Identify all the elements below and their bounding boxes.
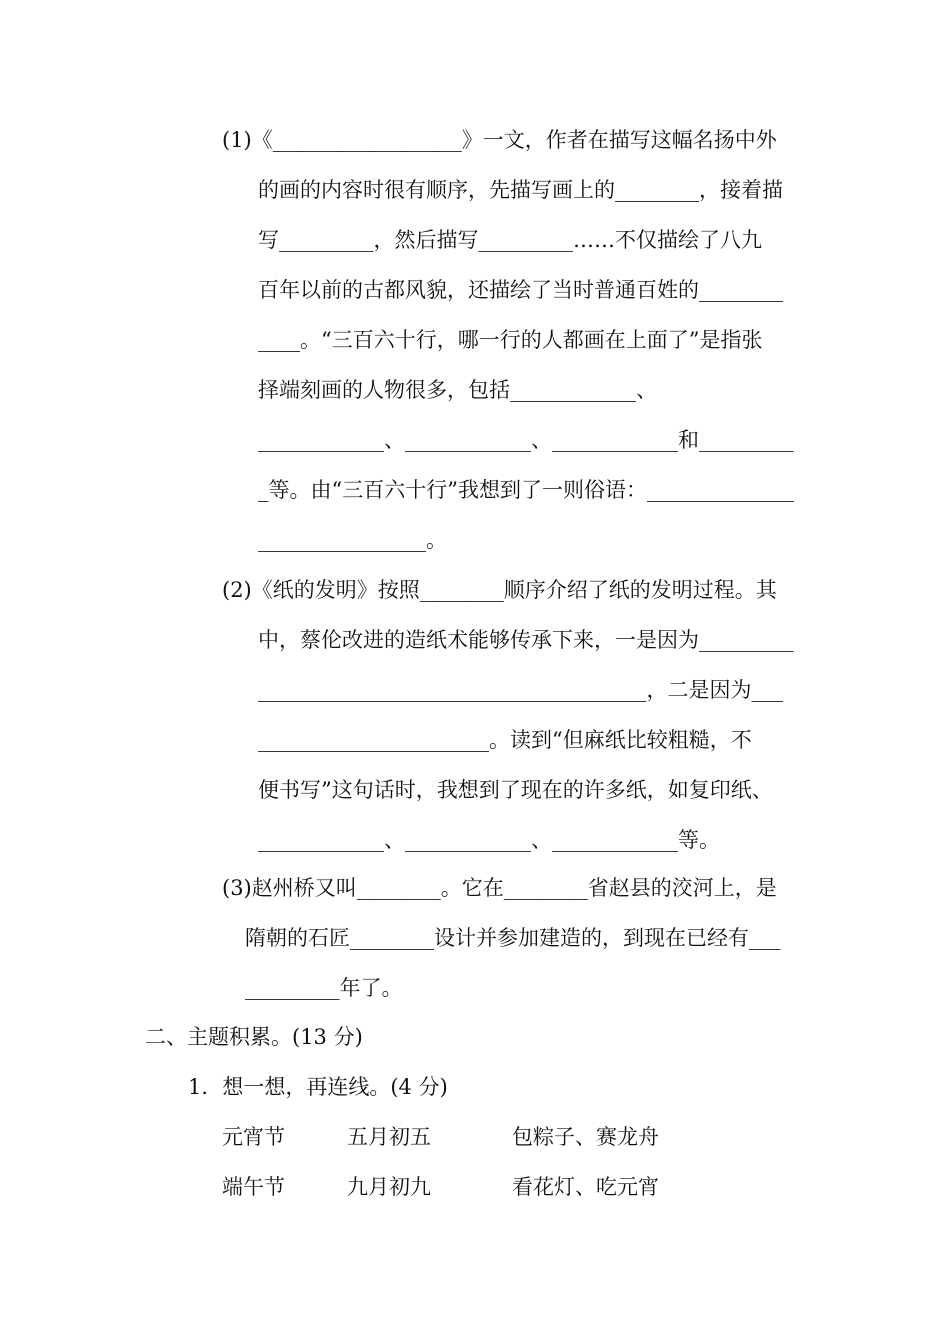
custom-item: 包粽子、赛龙舟 [512,1125,659,1149]
q2-line: 中，蔡伦改进的造纸术能够传承下来，一是因为_________ [258,628,794,652]
custom-item: 看花灯、吃元宵 [512,1175,659,1199]
q2-line: _____________________________________，二是因为___ [258,678,783,702]
question-title: 1．想一想，再连线。(4 分) [188,1075,448,1099]
q1-line: _等。由“三百六十行”我想到了一则俗语：______________ [258,478,794,502]
q2-line: 便书写”这句话时，我想到了现在的许多纸，如复印纸、 [258,778,773,802]
section-heading: 二、主题积累。(13 分) [145,1025,363,1049]
date-item: 五月初五 [347,1125,431,1149]
q1-line: ____________、____________、____________和_________ [258,428,794,452]
q1-line: 百年以前的古都风貌，还描绘了当时普通百姓的________ [258,278,783,302]
q2-line: ____________、____________、____________等。 [258,828,720,852]
q2-line: (2)《纸的发明》按照________顺序介绍了纸的发明过程。其 [222,578,777,602]
q1-line: ________________。 [258,528,447,552]
q1-line: 的画的内容时很有顺序，先描写画上的________，接着描 [258,178,783,202]
q1-line: (1)《__________________》一文，作者在描写这幅名扬中外 [222,128,777,152]
q2-line: ______________________。读到“但麻纸比较粗糙，不 [258,728,752,752]
q3-line: (3)赵州桥又叫________。它在________省赵县的洨河上，是 [222,876,777,900]
date-item: 九月初九 [347,1175,431,1199]
q1-line: 择端刻画的人物很多，包括____________、 [258,378,657,402]
q1-line: ____。“三百六十行，哪一行的人都画在上面了”是指张 [258,328,763,352]
festival-item: 端午节 [222,1175,285,1199]
q3-line: _________年了。 [245,976,403,1000]
festival-item: 元宵节 [222,1125,285,1149]
q1-line: 写_________，然后描写_________……不仅描绘了八九 [258,228,762,252]
q3-line: 隋朝的石匠________设计并参加建造的，到现在已经有___ [245,926,781,950]
